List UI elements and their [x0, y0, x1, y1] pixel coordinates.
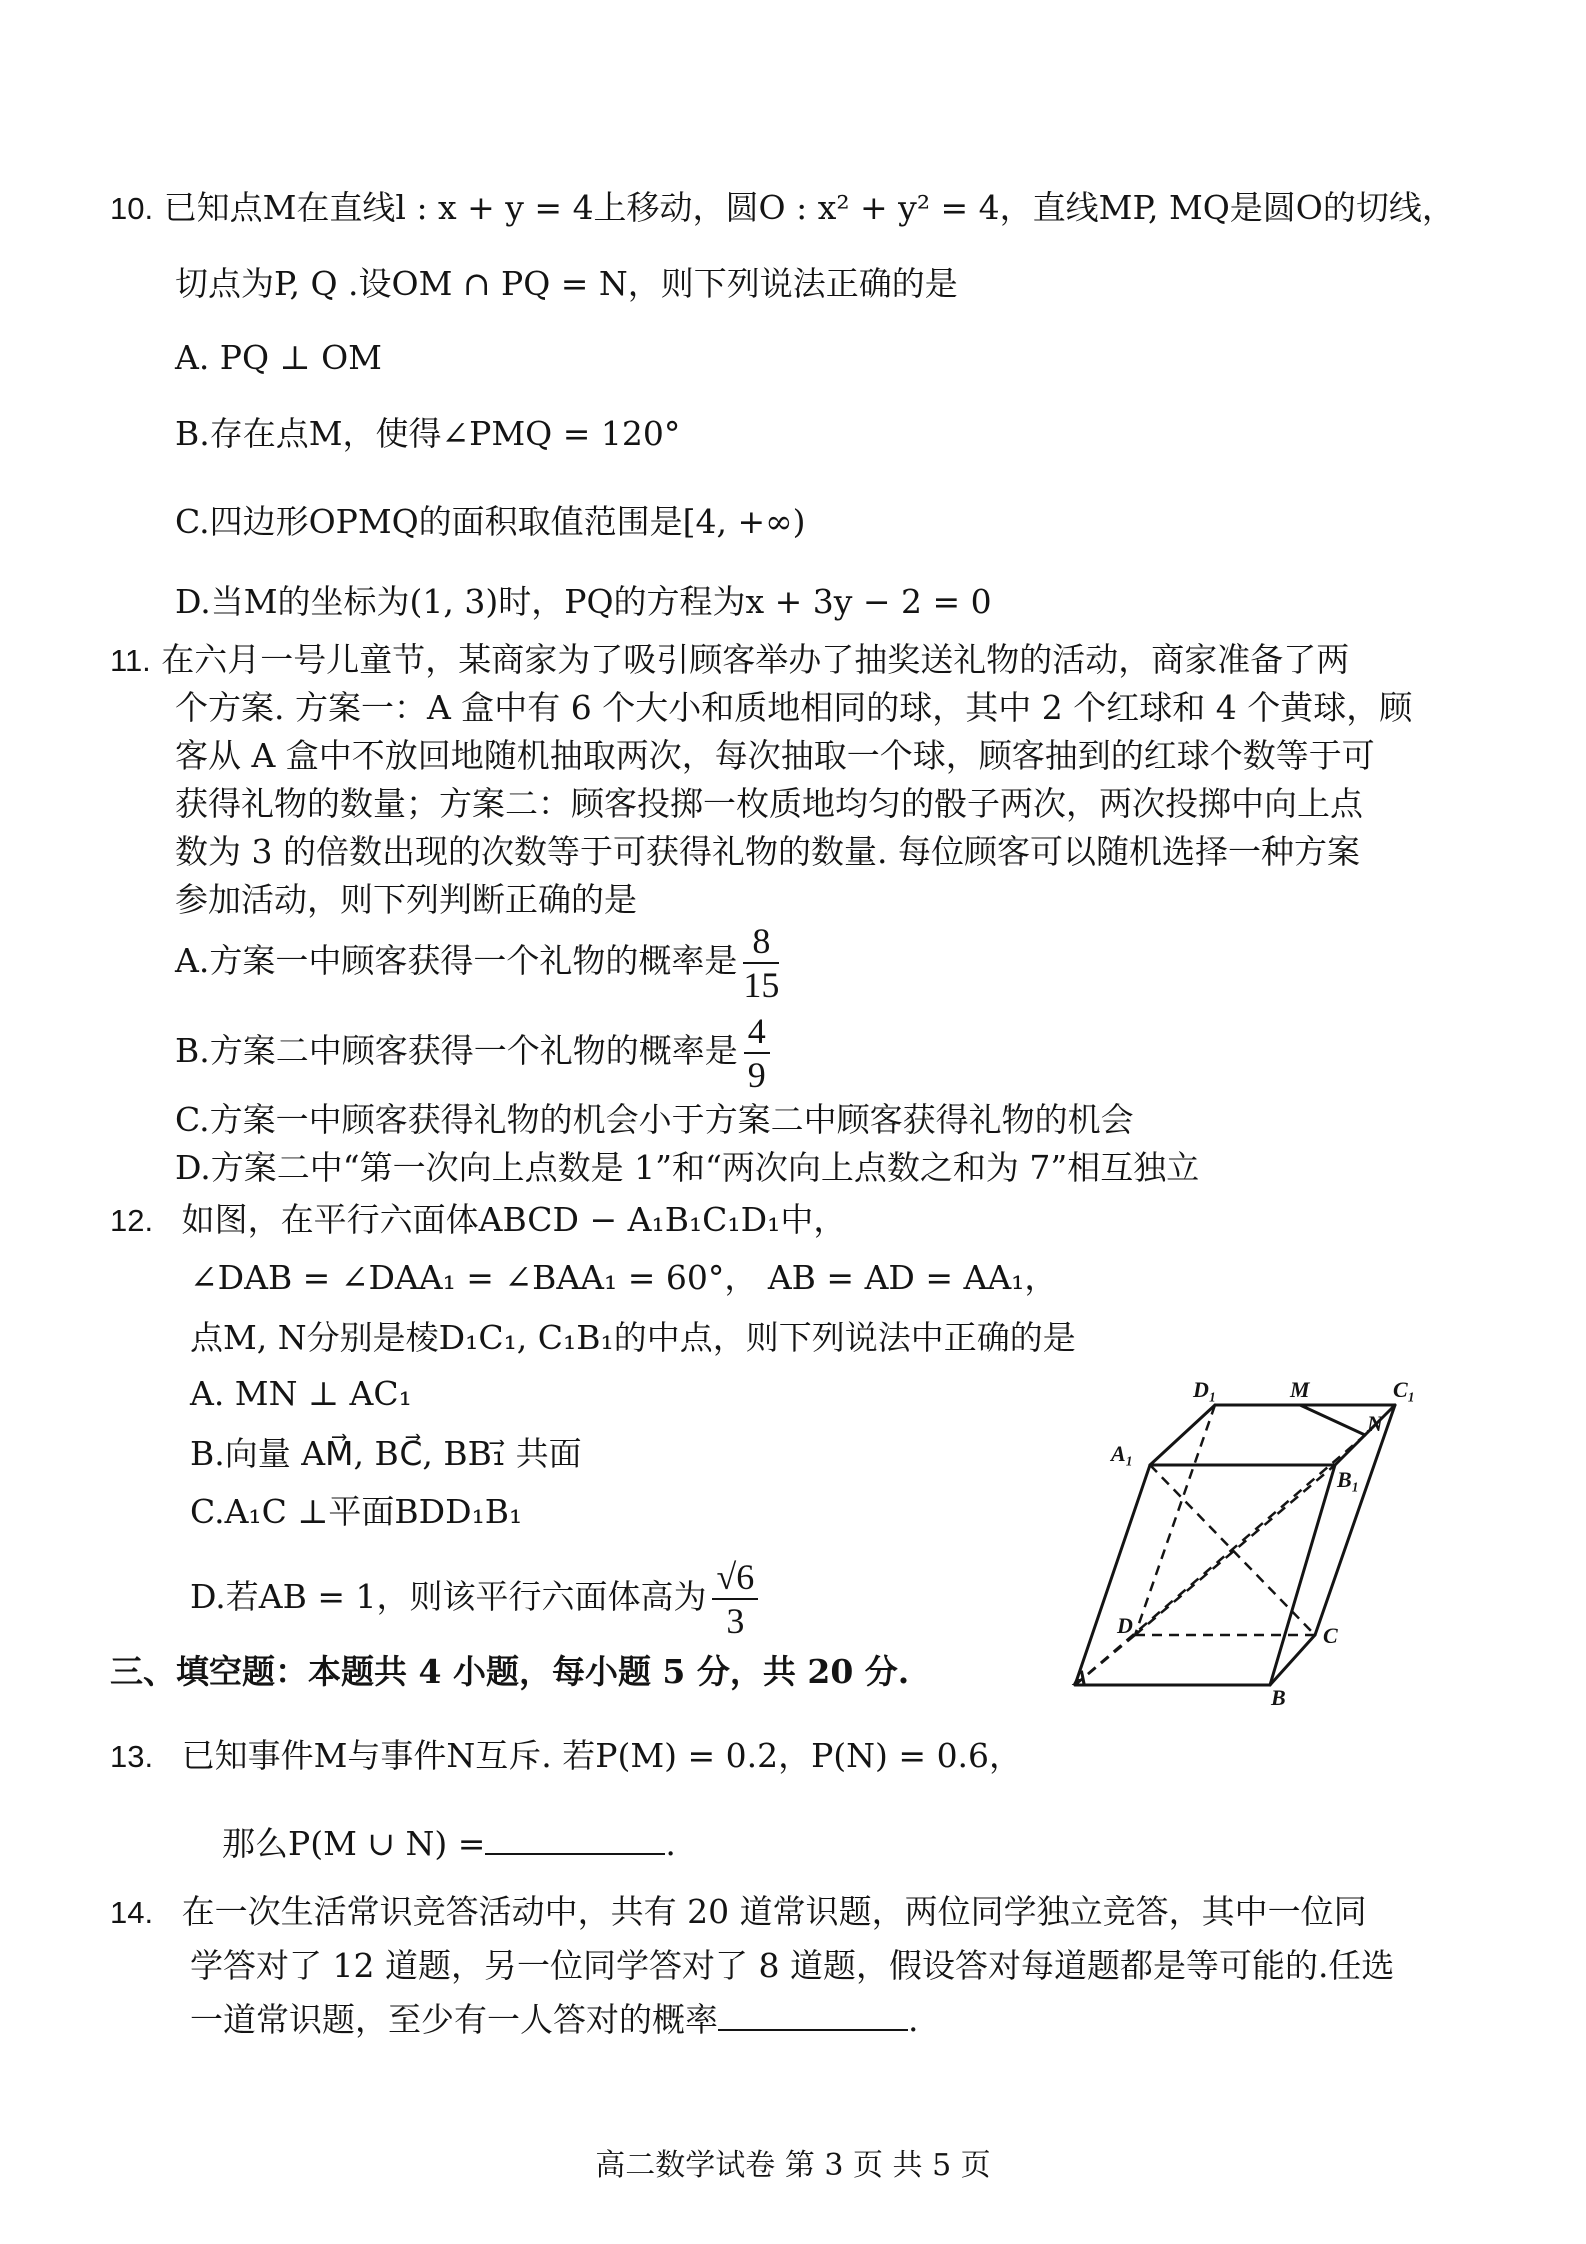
q11-option-a-fraction: [743, 920, 779, 1006]
q11-b-numerator: 4: [744, 1010, 770, 1054]
q11-stem3: 客从 A 盒中不放回地随机抽取两次，每次抽取一个球，顾客抽到的红球个数等于可: [175, 736, 1375, 775]
label-a1: A₁: [1111, 1441, 1134, 1466]
q13-stem1: 已知事件M与事件N互斥. 若P(M) = 0.2，P(N) = 0.6，: [181, 1736, 1023, 1775]
q11-option-b-fraction: [744, 1010, 770, 1096]
q12-option-d-text: D.若AB = 1，则该平行六面体高为: [190, 1577, 707, 1616]
label-c: C: [1323, 1623, 1338, 1648]
q12-option-c: C.A₁C ⊥平面BDD₁B₁: [190, 1492, 523, 1531]
q12-number: 12.: [110, 1203, 154, 1238]
q12-option-d-fraction: [712, 1556, 758, 1642]
q11-option-a: [175, 920, 779, 1006]
q10-stem1: 已知点M在直线l : x + y = 4上移动，圆O : x² + y² = 4，直线MP, MQ是圆O的切线，: [163, 188, 1455, 227]
q11-number: 11.: [110, 643, 151, 678]
q14-answer-blank[interactable]: [718, 1999, 908, 2031]
q11-option-b-text: B.方案二中顾客获得一个礼物的概率是: [175, 1031, 738, 1070]
q11-a-numerator: 8: [743, 920, 779, 964]
label-b1: B₁: [1337, 1467, 1360, 1492]
q11-stem-line1: [110, 638, 1349, 683]
q12-d-denominator: 3: [726, 1601, 745, 1641]
q12-d-numerator: √6: [712, 1556, 758, 1600]
label-a: A: [1073, 1665, 1088, 1690]
q10-option-b: B.存在点M，使得∠PMQ = 120°: [175, 414, 681, 453]
label-b: B: [1271, 1685, 1286, 1710]
q10-option-d: D.当M的坐标为(1, 3)时，PQ的方程为x + 3y − 2 = 0: [175, 582, 992, 621]
q13-stem2-suffix: .: [665, 1824, 676, 1863]
q12-stem3: 点M, N分别是棱D₁C₁, C₁B₁的中点，则下列说法中正确的是: [190, 1318, 1076, 1357]
q14-stem-line3: [190, 1998, 919, 2042]
q10-stem-line1: [110, 186, 1455, 231]
q11-a-denominator: 15: [743, 965, 780, 1005]
q14-stem3-prefix: 一道常识题，至少有一人答对的概率: [190, 2000, 718, 2039]
q14-stem-line1: [110, 1890, 1367, 1935]
q14-stem2: 学答对了 12 道题，另一位同学答对了 8 道题，假设答对每道题都是等可能的.任选: [190, 1946, 1395, 1985]
q12-stem2: ∠DAB = ∠DAA₁ = ∠BAA₁ = 60°， AB = AD = AA₁，: [190, 1258, 1058, 1297]
q11-stem6: 参加活动，则下列判断正确的是: [175, 880, 637, 919]
q11-stem5: 数为 3 的倍数出现的次数等于可获得礼物的数量. 每位顾客可以随机选择一种方案: [175, 832, 1360, 871]
q10-option-c: C.四边形OPMQ的面积取值范围是[4, +∞): [175, 502, 806, 541]
q14-stem1: 在一次生活常识竞答活动中，共有 20 道常识题，两位同学独立竞答，其中一位同: [181, 1892, 1367, 1931]
q11-stem2: 个方案. 方案一：A 盒中有 6 个大小和质地相同的球，其中 2 个红球和 4 个黄球，顾: [175, 688, 1413, 727]
q11-option-a-text: A.方案一中顾客获得一个礼物的概率是: [175, 941, 738, 980]
page-footer: 高二数学试卷 第 3 页 共 5 页: [595, 2148, 991, 2183]
q11-option-b: [175, 1010, 770, 1096]
q10-number: 10.: [110, 191, 154, 226]
q11-option-c: C.方案一中顾客获得礼物的机会小于方案二中顾客获得礼物的机会: [175, 1100, 1134, 1139]
q12-option-a: A. MN ⊥ AC₁: [190, 1374, 412, 1413]
label-d1: D₁: [1193, 1377, 1217, 1402]
q14-number: 14.: [110, 1895, 154, 1930]
q11-b-denominator: 9: [747, 1055, 766, 1095]
label-c1: C₁: [1393, 1377, 1416, 1402]
q14-stem3-suffix: .: [908, 2000, 919, 2039]
q13-stem-line2: [222, 1822, 676, 1866]
q11-option-d: D.方案二中“第一次向上点数是 1”和“两次向上点数之和为 7”相互独立: [175, 1148, 1200, 1187]
q13-answer-blank[interactable]: [485, 1823, 665, 1855]
q13-stem2-prefix: 那么P(M ∪ N) =: [222, 1824, 486, 1863]
q12-stem1: 如图，在平行六面体ABCD − A₁B₁C₁D₁中，: [181, 1200, 847, 1239]
parallelepiped-figure: [1073, 1375, 1420, 1710]
q13-stem-line1: [110, 1734, 1022, 1779]
q12-option-d: [190, 1556, 758, 1642]
label-d: D: [1117, 1613, 1133, 1638]
q10-stem2: 切点为P, Q .设OM ∩ PQ = N，则下列说法正确的是: [175, 264, 958, 303]
label-n: N: [1367, 1411, 1383, 1436]
section-three-heading: 三、填空题：本题共 4 小题，每小题 5 分，共 20 分.: [110, 1652, 910, 1691]
q12-stem-line1: [110, 1198, 846, 1243]
label-m: M: [1290, 1377, 1310, 1402]
q10-option-a: A. PQ ⊥ OM: [175, 338, 382, 377]
q11-stem4: 获得礼物的数量；方案二：顾客投掷一枚质地均匀的骰子两次，两次投掷中向上点: [175, 784, 1363, 823]
q13-number: 13.: [110, 1739, 154, 1774]
q12-option-b: B.向量 AM⃗, BC⃗, BB₁⃗ 共面: [190, 1434, 582, 1473]
q11-stem1: 在六月一号儿童节，某商家为了吸引顾客举办了抽奖送礼物的活动，商家准备了两: [161, 640, 1350, 679]
